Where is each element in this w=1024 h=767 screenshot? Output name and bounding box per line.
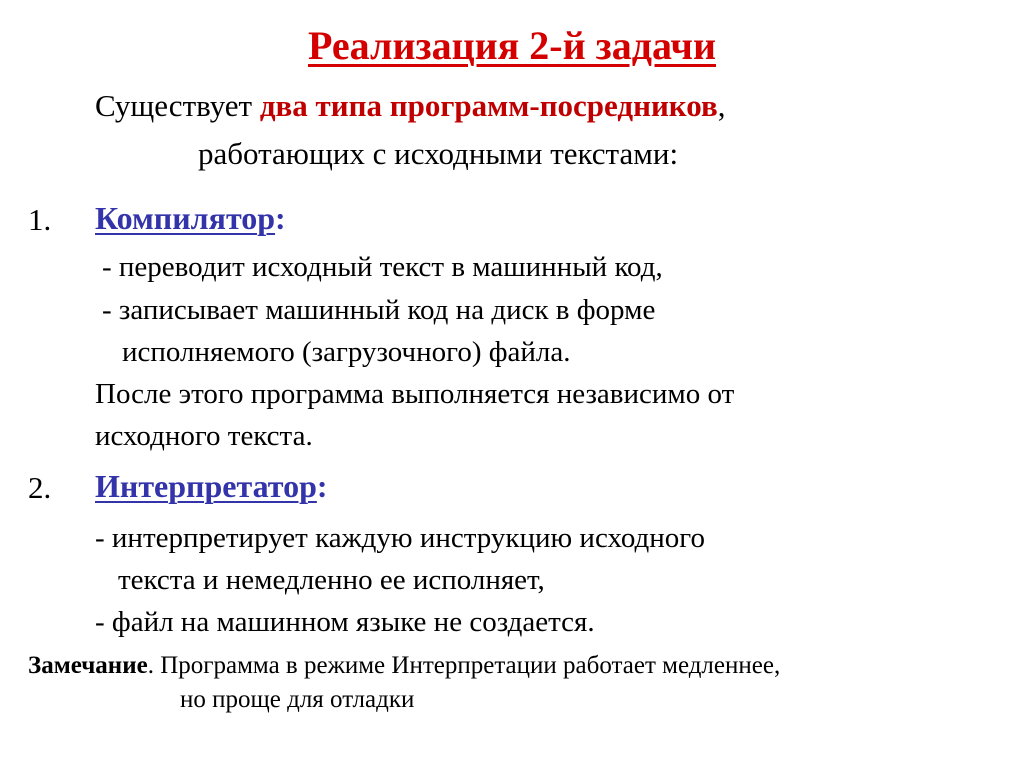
section-2-colon: : [316, 468, 328, 504]
compiler-line-1: - переводит исходный текст в машинный код, [102, 251, 663, 283]
section-1-heading [95, 200, 286, 237]
section-2-heading [95, 468, 328, 505]
compiler-term: Компилятор [95, 200, 276, 236]
note-label: Замечание [28, 652, 148, 679]
note-text: . Программа в режиме Интерпретации работает медленнее, [147, 652, 781, 679]
interpreter-line-3: - файл на машинном языке не создается. [95, 606, 595, 638]
intro-post: , [717, 88, 726, 123]
slide-title: Реализация 2-й задачи [308, 23, 716, 68]
section-2-number: 2. [28, 470, 52, 505]
interpreter-term: Интерпретатор [95, 468, 317, 504]
compiler-line-3: исполняемого (загрузочного) файла. [122, 336, 571, 368]
interpreter-line-2: текста и немедленно ее исполняет, [118, 564, 545, 596]
compiler-line-4: После этого программа выполняется независимо от [95, 378, 735, 410]
section-1-number: 1. [28, 202, 52, 237]
note-line-2: но проще для отладки [180, 686, 415, 713]
section-1-colon: : [275, 200, 286, 236]
compiler-line-5: исходного текста. [95, 420, 313, 452]
intro-highlight: два типа программ-посредников [259, 88, 718, 123]
note-line-1 [28, 652, 780, 680]
intro-line-2: работающих с исходными текстами: [198, 136, 679, 171]
intro-line-1 [95, 88, 725, 124]
intro-pre: Существует [95, 88, 260, 123]
interpreter-line-1: - интерпретирует каждую инструкцию исходного [95, 522, 705, 554]
compiler-line-2: - записывает машинный код на диск в форме [102, 294, 656, 326]
